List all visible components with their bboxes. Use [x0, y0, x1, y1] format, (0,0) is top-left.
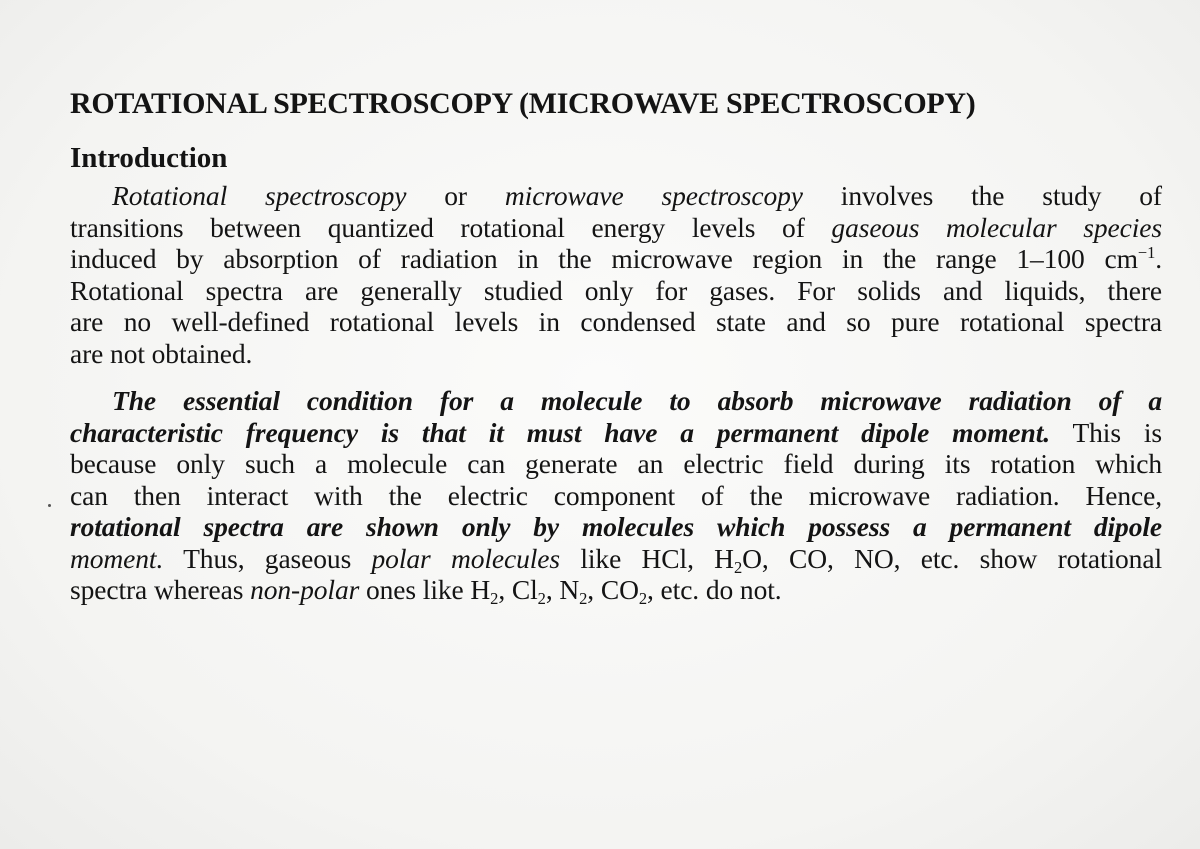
paragraph-line: are no well-defined rotational levels in condensed state and so pure rotational spectra — [70, 306, 1162, 337]
paragraph-line: moment. Thus, gaseous polar molecules like HCl, $H_2O$, CO, NO, etc. show rotational — [70, 542, 1162, 577]
paragraph-line: The essential condition for a molecule to absorb microwave radiation of a — [112, 385, 1162, 416]
paragraph-line: are not obtained. — [70, 337, 253, 369]
document-body — [70, 84, 1162, 606]
paragraph-line: Rotational spectroscopy or microwave spectroscopy involves the study of — [112, 180, 1162, 211]
margin-mark — [48, 504, 51, 507]
paragraph-line: spectra whereas non-polar ones like $H_2$, $Cl_2$, $N_2$, $CO_2$, etc. do not. — [70, 574, 782, 608]
paragraph-line: rotational spectra are shown only by molecules which possess a permanent dipole — [70, 511, 1162, 542]
paragraph-line: characteristic frequency is that it must have a permanent dipole moment. This is — [70, 416, 1162, 448]
page-title: ROTATIONAL SPECTROSCOPY (MICROWAVE SPECTROSCOPY) — [70, 87, 976, 120]
paragraph-line: can then interact with the electric component of the microwave radiation. Hence, — [70, 479, 1162, 511]
paragraph-line: Rotational spectra are generally studied only for gases. For solids and liquids, there — [70, 274, 1162, 306]
paragraph-dipole-condition — [70, 385, 1162, 606]
paragraph-line: induced by absorption of radiation in the microwave region in the range 1–100 $cm^{-1}$. — [70, 242, 1162, 274]
paragraph-line: because only such a molecule can generate an electric field during its rotation which — [70, 448, 1162, 479]
section-heading: Introduction — [70, 142, 228, 174]
paragraph-intro — [70, 180, 1162, 369]
paragraph-line: transitions between quantized rotational energy levels of gaseous molecular species — [70, 211, 1162, 243]
